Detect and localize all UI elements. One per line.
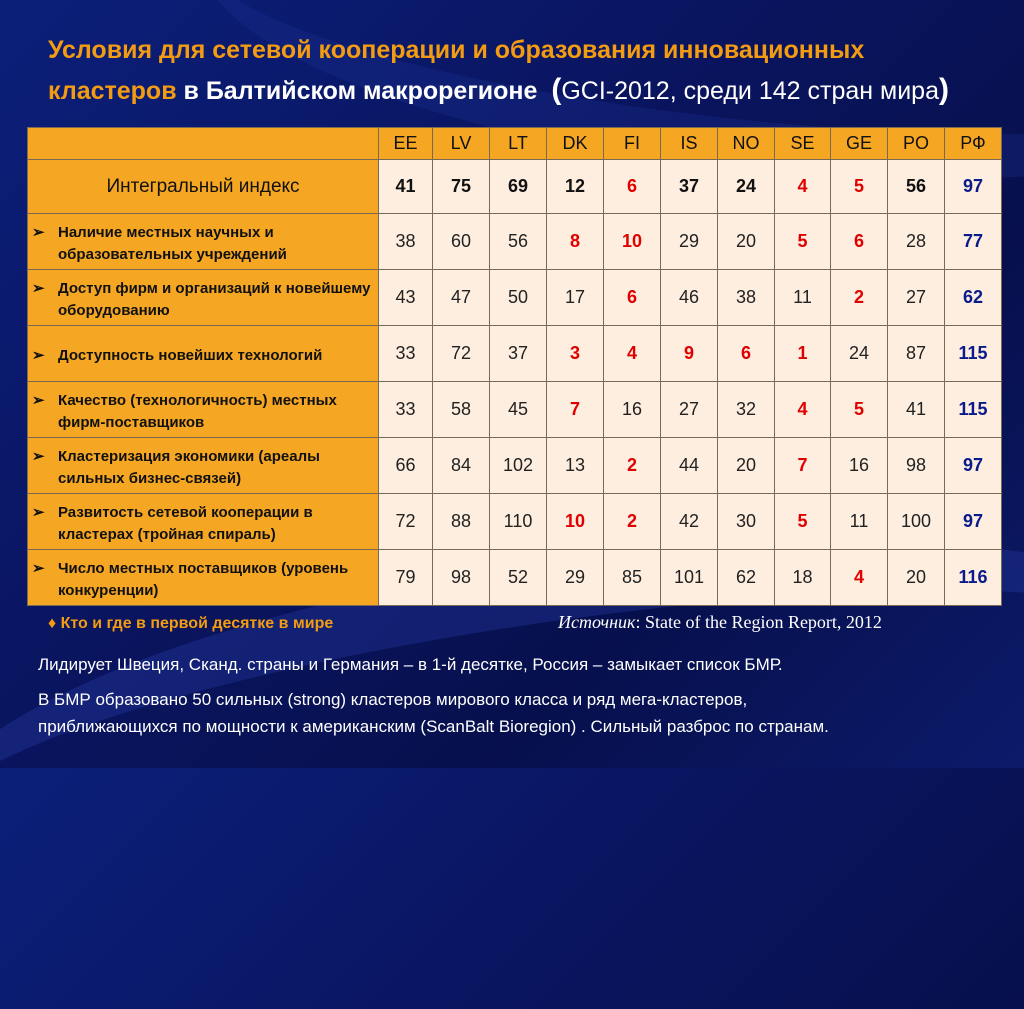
arrow-bullet-icon: ➢ [32,559,45,577]
row-label-wrap [28,386,378,434]
rank-cell: 17 [547,270,604,326]
rank-cell: 47 [433,270,490,326]
row-label: Доступность новейших технологий [58,346,323,364]
rank-cell: 10 [604,214,661,270]
title-line1: Условия для сетевой кооперации и образования инновационных [48,36,865,64]
rank-cell: 52 [490,550,547,606]
rank-cell: 7 [775,438,831,494]
rank-cell: 97 [945,438,1002,494]
rank-cell: 98 [433,550,490,606]
row-label-wrap [28,554,378,602]
rank-cell: 18 [775,550,831,606]
row-label: Число местных поставщиков (уровень конкуренции) [58,559,349,599]
table-header-row [28,128,1002,160]
rank-cell: 87 [888,326,945,382]
column-header: РФ [945,128,1002,160]
summary-paragraph-1: Лидирует Швеция, Сканд. страны и Германия – в 1-й десятке, Россия – замыкает список БМР. [38,655,783,674]
rank-cell: 72 [433,326,490,382]
rank-cell: 77 [945,214,1002,270]
rank-cell: 115 [945,382,1002,438]
rank-cell: 27 [888,270,945,326]
rank-cell: 62 [945,270,1002,326]
rank-cell: 101 [661,550,718,606]
column-header: DK [547,128,604,160]
rank-cell: 8 [547,214,604,270]
rank-cell: 100 [888,494,945,550]
rank-cell: 56 [888,160,945,214]
rank-cell: 6 [604,160,661,214]
row-label-cell [28,438,379,494]
rank-cell: 16 [604,382,661,438]
rank-cell: 24 [831,326,888,382]
rank-cell: 20 [888,550,945,606]
rank-cell: 43 [379,270,433,326]
row-label: Наличие местных научных и образовательных учреждений [58,223,287,263]
rank-cell: 72 [379,494,433,550]
table-row [28,382,1002,438]
rank-cell: 12 [547,160,604,214]
column-header: NO [718,128,775,160]
rank-cell: 5 [831,382,888,438]
rank-cell: 6 [604,270,661,326]
title-paren-close: ) [938,73,949,106]
table-row [28,438,1002,494]
rank-cell: 56 [490,214,547,270]
table-row [28,214,1002,270]
row-label-cell [28,326,379,382]
rank-cell: 66 [379,438,433,494]
arrow-bullet-icon: ➢ [32,503,45,521]
rank-cell: 7 [547,382,604,438]
rank-cell: 28 [888,214,945,270]
rank-cell: 2 [604,438,661,494]
column-header: PO [888,128,945,160]
rank-cell: 32 [718,382,775,438]
arrow-bullet-icon: ➢ [32,391,45,409]
rank-cell: 20 [718,214,775,270]
rank-cell: 13 [547,438,604,494]
source-citation [558,612,882,633]
row-label: Развитость сетевой кооперации в кластерах (тройная спираль) [58,503,313,543]
title-gci: GCI-2012, среди 142 стран мира [561,77,939,105]
rank-cell: 110 [490,494,547,550]
row-label-cell [28,382,379,438]
slide-title [48,30,1008,111]
row-label-cell [28,550,379,606]
rank-cell: 2 [831,270,888,326]
rank-cell: 20 [718,438,775,494]
table-row [28,160,1002,214]
rank-cell: 97 [945,494,1002,550]
row-label-cell [28,494,379,550]
rank-cell: 97 [945,160,1002,214]
rank-cell: 60 [433,214,490,270]
rank-cell: 16 [831,438,888,494]
rank-cell: 33 [379,326,433,382]
row-label-wrap [28,442,378,490]
rank-cell: 84 [433,438,490,494]
rank-cell: 46 [661,270,718,326]
row-label-wrap [28,498,378,546]
rank-cell: 11 [831,494,888,550]
rank-cell: 30 [718,494,775,550]
rank-cell: 102 [490,438,547,494]
column-header: LV [433,128,490,160]
rank-cell: 9 [661,326,718,382]
rank-cell: 41 [379,160,433,214]
rank-cell: 88 [433,494,490,550]
rank-cell: 41 [888,382,945,438]
source-text: : State of the Region Report, 2012 [635,612,882,632]
rank-cell: 4 [775,382,831,438]
rank-cell: 4 [775,160,831,214]
column-header: FI [604,128,661,160]
row-label: Кластеризация экономики (ареалы сильных бизнес-связей) [58,447,320,487]
rank-cell: 42 [661,494,718,550]
rank-cell: 116 [945,550,1002,606]
title-clusters: кластеров [48,77,177,105]
rank-cell: 38 [379,214,433,270]
rank-cell: 37 [661,160,718,214]
rank-cell: 29 [661,214,718,270]
rank-cell: 24 [718,160,775,214]
row-label: Интегральный индекс [106,175,300,197]
column-header: GE [831,128,888,160]
column-header: IS [661,128,718,160]
rank-cell: 37 [490,326,547,382]
rank-cell: 27 [661,382,718,438]
column-header: EE [379,128,433,160]
rank-cell: 33 [379,382,433,438]
rank-cell: 5 [775,494,831,550]
rank-cell: 75 [433,160,490,214]
rank-cell: 50 [490,270,547,326]
row-label: Доступ фирм и организаций к новейшему оборудованию [58,279,371,319]
rank-cell: 58 [433,382,490,438]
table-row [28,494,1002,550]
rank-cell: 45 [490,382,547,438]
rank-cell: 98 [888,438,945,494]
rank-cell: 38 [718,270,775,326]
legend-note: ♦ Кто и где в первой десятке в мире [48,615,334,632]
title-region: в Балтийском макрорегионе [176,77,538,105]
row-label-cell [28,270,379,326]
arrow-bullet-icon: ➢ [32,447,45,465]
rank-cell: 62 [718,550,775,606]
gci-table [27,127,1002,606]
arrow-bullet-icon: ➢ [32,223,45,241]
row-label-cell [28,160,379,214]
arrow-bullet-icon: ➢ [32,279,45,297]
rank-cell: 2 [604,494,661,550]
rank-cell: 4 [604,326,661,382]
summary-paragraph-2a: В БМР образовано 50 сильных (strong) кластеров мирового класса и ряд мега-кластеров, [38,690,748,709]
title-paren-open: ( [551,73,562,106]
row-label-wrap [28,274,378,322]
rank-cell: 44 [661,438,718,494]
table-row [28,326,1002,382]
rank-cell: 5 [831,160,888,214]
row-label: Качество (технологичность) местных фирм-поставщиков [58,391,337,431]
summary-paragraph-2b: приближающихся по мощности к американским (ScanBalt Bioregion) . Сильный разброс по странам. [38,717,829,736]
rank-cell: 6 [831,214,888,270]
column-header: LT [490,128,547,160]
rank-cell: 11 [775,270,831,326]
table-row [28,550,1002,606]
header-empty-cell [28,128,379,160]
rank-cell: 6 [718,326,775,382]
row-label-cell [28,214,379,270]
row-label-wrap [28,218,378,266]
rank-cell: 4 [831,550,888,606]
rank-cell: 29 [547,550,604,606]
rank-cell: 115 [945,326,1002,382]
rank-cell: 10 [547,494,604,550]
rank-cell: 3 [547,326,604,382]
column-header: SE [775,128,831,160]
table-row [28,270,1002,326]
rank-cell: 1 [775,326,831,382]
arrow-bullet-icon: ➢ [32,346,45,364]
rank-cell: 69 [490,160,547,214]
row-label-wrap [28,341,378,367]
rank-cell: 5 [775,214,831,270]
rank-cell: 85 [604,550,661,606]
source-label: Источник [558,612,636,632]
rank-cell: 79 [379,550,433,606]
